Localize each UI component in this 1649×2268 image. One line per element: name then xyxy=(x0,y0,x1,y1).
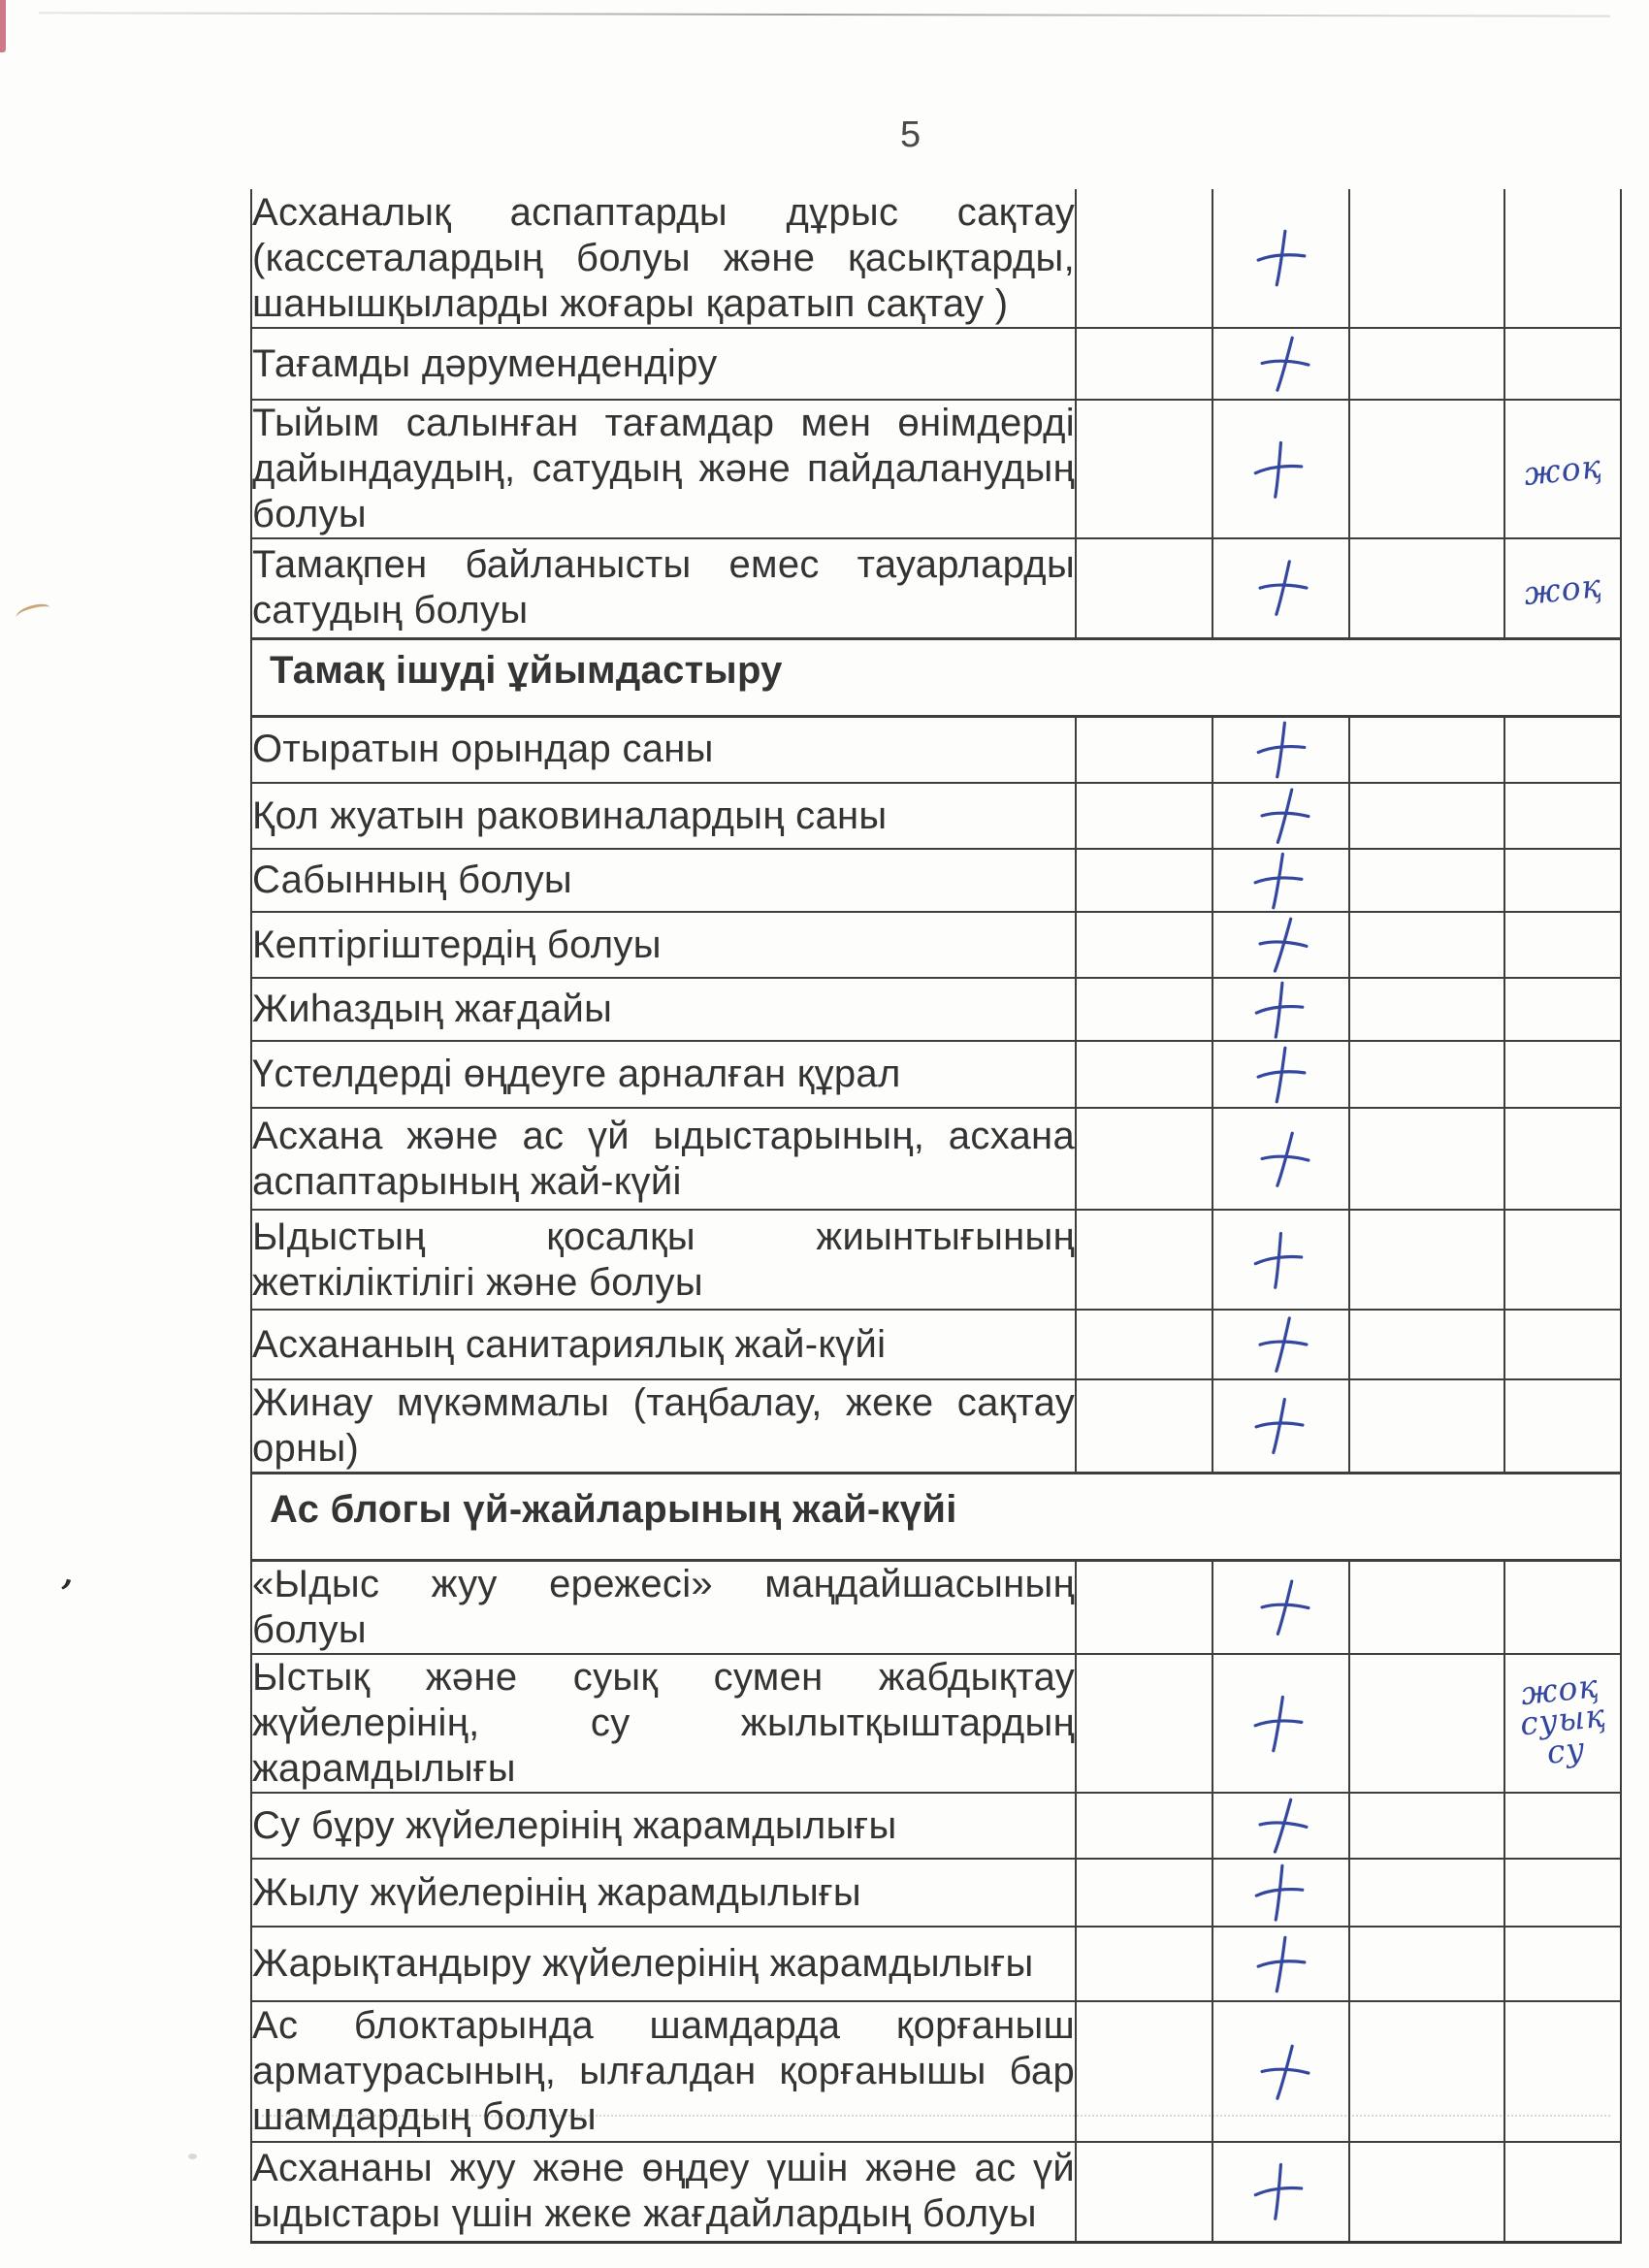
empty-cell xyxy=(1349,328,1504,400)
section-header-cell: Тамақ ішуді ұйымдастыру xyxy=(251,638,1621,716)
mark-cell xyxy=(1212,2142,1349,2242)
note-cell xyxy=(1504,1210,1621,1310)
item-row xyxy=(251,912,1621,978)
note-cell xyxy=(1504,978,1621,1041)
empty-cell xyxy=(1349,1561,1504,1655)
handwritten-plus-mark xyxy=(1253,557,1311,619)
item-row xyxy=(251,1927,1621,2001)
handwritten-plus-mark xyxy=(1252,913,1313,978)
handwritten-plus-mark xyxy=(1246,1227,1309,1293)
page-number: 5 xyxy=(900,114,922,155)
mark-cell xyxy=(1212,716,1349,783)
section-row xyxy=(251,638,1621,716)
mark-cell xyxy=(1212,1654,1349,1793)
empty-cell xyxy=(1349,716,1504,783)
mark-cell xyxy=(1212,1210,1349,1310)
handwritten-plus-mark xyxy=(1254,332,1314,396)
handwritten-plus-mark xyxy=(1248,977,1310,1042)
empty-cell xyxy=(1349,1793,1504,1859)
empty-cell xyxy=(1076,1108,1212,1210)
empty-cell xyxy=(1349,538,1504,638)
note-cell xyxy=(1504,1654,1621,1793)
empty-cell xyxy=(1349,1379,1504,1474)
item-row xyxy=(251,2001,1621,2142)
empty-cell xyxy=(1076,1210,1212,1310)
mark-cell xyxy=(1212,1310,1349,1379)
empty-cell xyxy=(1076,716,1212,783)
empty-cell xyxy=(1349,400,1504,538)
item-row xyxy=(251,1859,1621,1927)
indicator-cell: Ас блоктарында шамдарда қорғаныш арматурасының, ылғалдан қорғанышы бар шамдардың болуы xyxy=(251,2001,1076,2142)
empty-cell xyxy=(1076,189,1212,328)
indicator-cell: Үстелдерді өңдеуге арналған құрал xyxy=(251,1041,1076,1108)
handwritten-plus-mark xyxy=(1246,2159,1309,2225)
handwritten-plus-mark xyxy=(1254,2040,1314,2104)
note-cell xyxy=(1504,1561,1621,1655)
item-row xyxy=(251,400,1621,538)
handwritten-plus-mark xyxy=(1251,227,1310,290)
mark-cell xyxy=(1212,538,1349,638)
item-row xyxy=(251,978,1621,1041)
note-cell xyxy=(1504,2001,1621,2142)
empty-cell xyxy=(1076,2142,1212,2242)
note-cell xyxy=(1504,1793,1621,1859)
indicator-cell: Су бұру жүйелерінің жарамдылығы xyxy=(251,1793,1076,1859)
empty-cell xyxy=(1076,400,1212,538)
item-row xyxy=(251,538,1621,638)
indicator-cell: Қол жуатын раковиналардың саны xyxy=(251,783,1076,849)
mark-cell xyxy=(1212,1927,1349,2001)
handwritten-plus-mark xyxy=(1251,1043,1310,1106)
scan-artifact-fold-line xyxy=(39,12,1610,16)
handwritten-plus-mark xyxy=(1253,1313,1311,1376)
mark-cell xyxy=(1212,912,1349,978)
handwritten-plus-mark xyxy=(1250,718,1310,782)
empty-cell xyxy=(1349,2001,1504,2142)
inspection-checklist-table xyxy=(250,189,1622,2244)
indicator-cell: Ыдыстың қосалқы жиынтығының жеткіліктілігі және болуы xyxy=(251,1210,1076,1310)
note-cell xyxy=(1504,1927,1621,2001)
note-cell xyxy=(1504,849,1621,912)
indicator-cell: Асхананы жуу және өңдеу үшін және ас үй ыдыстары үшін жеке жағдайлардың болуы xyxy=(251,2142,1076,2242)
empty-cell xyxy=(1349,1927,1504,2001)
handwritten-plus-mark xyxy=(1254,1127,1314,1191)
handwritten-plus-mark xyxy=(1252,1794,1313,1859)
note-cell xyxy=(1504,538,1621,638)
indicator-cell: Отыратын орындар саны xyxy=(251,716,1076,783)
empty-cell xyxy=(1076,1561,1212,1655)
indicator-cell: Ыстық және суық сумен жабдықтау жүйелерінің, су жылытқыштардың жарамдылығы xyxy=(251,1654,1076,1793)
mark-cell xyxy=(1212,1041,1349,1108)
empty-cell xyxy=(1349,2142,1504,2242)
empty-cell xyxy=(1349,978,1504,1041)
mark-cell xyxy=(1212,1379,1349,1474)
empty-cell xyxy=(1349,189,1504,328)
note-cell xyxy=(1504,783,1621,849)
empty-cell xyxy=(1349,1654,1504,1793)
mark-cell xyxy=(1212,328,1349,400)
item-row xyxy=(251,1654,1621,1793)
mark-cell xyxy=(1212,189,1349,328)
empty-cell xyxy=(1349,1108,1504,1210)
handwritten-plus-mark xyxy=(1255,785,1314,848)
note-cell xyxy=(1504,912,1621,978)
empty-cell xyxy=(1349,1210,1504,1310)
note-cell xyxy=(1504,1310,1621,1379)
empty-cell xyxy=(1349,912,1504,978)
empty-cell xyxy=(1076,912,1212,978)
scan-artifact-pen-tick: ’ xyxy=(49,1569,77,1623)
handwritten-plus-mark xyxy=(1251,1932,1310,1995)
empty-cell xyxy=(1349,783,1504,849)
handwritten-plus-mark xyxy=(1255,1576,1314,1639)
note-cell xyxy=(1504,716,1621,783)
item-row xyxy=(251,328,1621,400)
note-cell xyxy=(1504,1379,1621,1474)
empty-cell xyxy=(1076,1041,1212,1108)
empty-cell xyxy=(1076,1654,1212,1793)
empty-cell xyxy=(1076,978,1212,1041)
handwritten-note: жоқ xyxy=(1521,566,1603,612)
item-row xyxy=(251,849,1621,912)
mark-cell xyxy=(1212,1859,1349,1927)
handwritten-note: жоқ xyxy=(1521,446,1603,494)
indicator-cell: Тыйым салынған тағамдар мен өнімдерді дайындаудың, сатудың және пайдаланудың болуы xyxy=(251,400,1076,538)
empty-cell xyxy=(1076,1793,1212,1859)
mark-cell xyxy=(1212,1793,1349,1859)
note-cell xyxy=(1504,328,1621,400)
item-row xyxy=(251,1561,1621,1655)
indicator-cell: Тағамды дәрумендендіру xyxy=(251,328,1076,400)
note-cell xyxy=(1504,1041,1621,1108)
item-row xyxy=(251,2142,1621,2242)
empty-cell xyxy=(1076,538,1212,638)
note-cell xyxy=(1504,1859,1621,1927)
note-cell xyxy=(1504,1108,1621,1210)
indicator-cell: Кептіргіштердің болуы xyxy=(251,912,1076,978)
indicator-cell: Сабынның болуы xyxy=(251,849,1076,912)
indicator-cell: Жылу жүйелерінің жарамдылығы xyxy=(251,1859,1076,1927)
handwritten-note: жоқ суық су xyxy=(1517,1667,1607,1771)
item-row xyxy=(251,189,1621,328)
note-cell xyxy=(1504,400,1621,538)
item-row xyxy=(251,783,1621,849)
handwritten-plus-mark xyxy=(1248,1693,1307,1755)
note-cell xyxy=(1504,189,1621,328)
item-row xyxy=(251,716,1621,783)
empty-cell xyxy=(1349,849,1504,912)
empty-cell xyxy=(1076,1310,1212,1379)
indicator-cell: Жарықтандыру жүйелерінің жарамдылығы xyxy=(251,1927,1076,2001)
indicator-cell: Асхана және ас үй ыдыстарының, асхана аспаптарының жай-күйі xyxy=(251,1108,1076,1210)
handwritten-plus-mark xyxy=(1248,850,1307,912)
empty-cell xyxy=(1076,328,1212,400)
empty-cell xyxy=(1076,1927,1212,2001)
empty-cell xyxy=(1076,783,1212,849)
mark-cell xyxy=(1212,783,1349,849)
item-row xyxy=(251,1041,1621,1108)
section-header-cell: Ас блогы үй-жайларының жай-күйі xyxy=(251,1474,1621,1561)
empty-cell xyxy=(1076,1859,1212,1927)
scan-artifact-margin-scribble xyxy=(15,601,51,623)
item-row xyxy=(251,1108,1621,1210)
handwritten-plus-mark xyxy=(1251,1396,1308,1456)
empty-cell xyxy=(1349,1310,1504,1379)
empty-cell xyxy=(1349,1041,1504,1108)
indicator-cell: Тамақпен байланысты емес тауарларды сатудың болуы xyxy=(251,538,1076,638)
section-row xyxy=(251,1474,1621,1561)
empty-cell xyxy=(1076,849,1212,912)
scan-artifact-speck xyxy=(188,2154,197,2159)
indicator-cell: Жинау мүкәммалы (таңбалау, жеке сақтау орны) xyxy=(251,1379,1076,1474)
indicator-cell: Асханалық аспаптарды дұрыс сақтау (кассеталардың болуы және қасықтарды, шанышқыларды жоғары қаратып сақтау ) xyxy=(251,189,1076,328)
item-row xyxy=(251,1379,1621,1474)
item-row xyxy=(251,1793,1621,1859)
item-row xyxy=(251,1310,1621,1379)
scan-artifact-red-edge xyxy=(0,0,6,52)
mark-cell xyxy=(1212,978,1349,1041)
mark-cell xyxy=(1212,400,1349,538)
checklist-table-body xyxy=(251,189,1621,2242)
empty-cell xyxy=(1076,1379,1212,1474)
mark-cell xyxy=(1212,1108,1349,1210)
indicator-cell: Асхананың санитариялық жай-күйі xyxy=(251,1310,1076,1379)
handwritten-plus-mark xyxy=(1246,437,1309,502)
indicator-cell: Жиһаздың жағдайы xyxy=(251,978,1076,1041)
handwritten-plus-mark xyxy=(1248,1861,1310,1926)
empty-cell xyxy=(1349,1859,1504,1927)
mark-cell xyxy=(1212,1561,1349,1655)
note-cell xyxy=(1504,2142,1621,2242)
mark-cell xyxy=(1212,849,1349,912)
mark-cell xyxy=(1212,2001,1349,2142)
item-row xyxy=(251,1210,1621,1310)
empty-cell xyxy=(1076,2001,1212,2142)
indicator-cell: «Ыдыс жуу ережесі» маңдайшасының болуы xyxy=(251,1561,1076,1655)
